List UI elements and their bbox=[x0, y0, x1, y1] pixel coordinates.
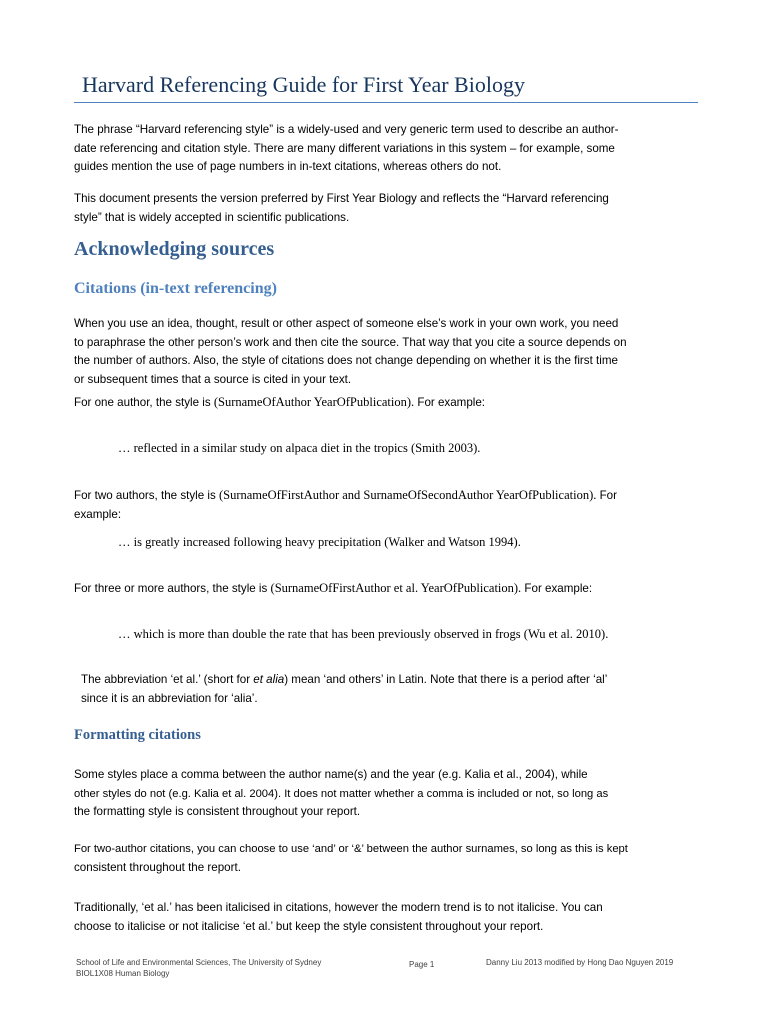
page-title: Harvard Referencing Guide for First Year Biology bbox=[82, 72, 525, 97]
intro-p2-line-2: style” that is widely accepted in scientific publications. bbox=[74, 210, 350, 224]
et-al-note-line-2: since it is an abbreviation for ‘alia’. bbox=[81, 691, 258, 705]
formatting-p1-line-2: other styles do not (e.g. Kalia et al. 2004). It does not matter whether a comma is included or not, so long as bbox=[74, 787, 609, 800]
title-underline bbox=[74, 102, 698, 103]
two-authors-example: … is greatly increased following heavy precipitation (Walker and Watson 1994). bbox=[118, 535, 521, 549]
formatting-paragraph-2 bbox=[74, 840, 704, 877]
formatting-p3-line-2: choose to italicise or not italicise ‘et al.’ but keep the style consistent throughout your report. bbox=[74, 919, 544, 933]
et-al-note-b: ) mean ‘and others’ in Latin. Note that there is a period after ‘al’ bbox=[284, 673, 608, 686]
one-author-rule bbox=[74, 393, 704, 413]
intro-paragraph-2 bbox=[74, 190, 704, 227]
three-authors-format: (SurnameOfFirstAuthor et al. YearOfPublication). bbox=[270, 581, 522, 595]
formatting-paragraph-1 bbox=[74, 766, 704, 822]
formatting-p1-line-3: the formatting style is consistent throughout your report. bbox=[74, 805, 361, 818]
three-authors-rule bbox=[74, 579, 704, 599]
citations-line-1: When you use an idea, thought, result or other aspect of someone else’s work in your own work, you need bbox=[74, 317, 619, 330]
citations-line-3: the number of authors. Also, the style of citations does not change depending on whether it is the first time bbox=[74, 354, 618, 367]
three-authors-example: … which is more than double the rate that has been previously observed in frogs (Wu et al. 2010). bbox=[118, 627, 609, 641]
citations-line-4: or subsequent times that a source is cited in your text. bbox=[74, 372, 352, 386]
two-authors-tail-2: example: bbox=[74, 507, 122, 521]
formatting-p3-line-1: Traditionally, ‘et al.’ has been italicised in citations, however the modern trend is to not italicise. You can bbox=[74, 901, 603, 914]
two-authors-tail: For bbox=[596, 489, 617, 502]
footer-course: BIOL1X08 Human Biology bbox=[76, 969, 170, 978]
et-al-note-italic: et alia bbox=[253, 673, 285, 686]
two-authors-format: (SurnameOfFirstAuthor and SurnameOfSecondAuthor YearOfPublication). bbox=[218, 488, 597, 502]
et-al-note-a: The abbreviation ‘et al.’ (short for bbox=[81, 673, 254, 686]
three-authors-tail: For example: bbox=[521, 582, 593, 595]
intro-p1-line-1: The phrase “Harvard referencing style” is a widely-used and very generic term used to describe an author- bbox=[74, 123, 619, 136]
subheading-formatting-citations: Formatting citations bbox=[74, 727, 201, 743]
intro-paragraph-1 bbox=[74, 121, 704, 177]
footer-page-number: Page 1 bbox=[409, 960, 435, 969]
two-authors-lead: For two authors, the style is bbox=[74, 489, 219, 502]
intro-p2-line-1: This document presents the version preferred by First Year Biology and reflects the “Harvard referencing bbox=[74, 192, 609, 205]
intro-p1-line-2: date referencing and citation style. There are many different variations in this system – for example, some bbox=[74, 141, 615, 155]
subheading-citations: Citations (in-text referencing) bbox=[74, 280, 277, 297]
et-al-note bbox=[81, 671, 711, 708]
formatting-p1-line-1: Some styles place a comma between the author name(s) and the year (e.g. Kalia et al., 2004), while bbox=[74, 768, 588, 781]
one-author-lead: For one author, the style is bbox=[74, 396, 214, 409]
intro-p1-line-3: guides mention the use of page numbers in in-text citations, whereas others do not. bbox=[74, 160, 502, 173]
section-heading-acknowledging-sources: Acknowledging sources bbox=[74, 238, 275, 260]
formatting-p2-line-2: consistent throughout the report. bbox=[74, 860, 241, 874]
three-authors-lead: For three or more authors, the style is bbox=[74, 582, 271, 595]
citations-paragraph bbox=[74, 315, 704, 389]
citations-line-2: to paraphrase the other person’s work and then cite the source. That way that you cite a source depends on bbox=[74, 335, 627, 349]
footer-author-credit: Danny Liu 2013 modified by Hong Dao Nguyen 2019 bbox=[486, 958, 674, 967]
two-authors-rule bbox=[74, 486, 704, 524]
footer-left bbox=[76, 957, 321, 979]
one-author-tail: For example: bbox=[414, 396, 486, 409]
formatting-paragraph-3 bbox=[74, 899, 704, 936]
one-author-format: (SurnameOfAuthor YearOfPublication). bbox=[213, 395, 415, 409]
footer-institution: School of Life and Environmental Sciences, The University of Sydney bbox=[76, 958, 322, 967]
formatting-p2-line-1: For two-author citations, you can choose to use ‘and’ or ‘&’ between the author surnames, so long as this is kept bbox=[74, 843, 628, 855]
one-author-example: … reflected in a similar study on alpaca diet in the tropics (Smith 2003). bbox=[118, 441, 481, 455]
